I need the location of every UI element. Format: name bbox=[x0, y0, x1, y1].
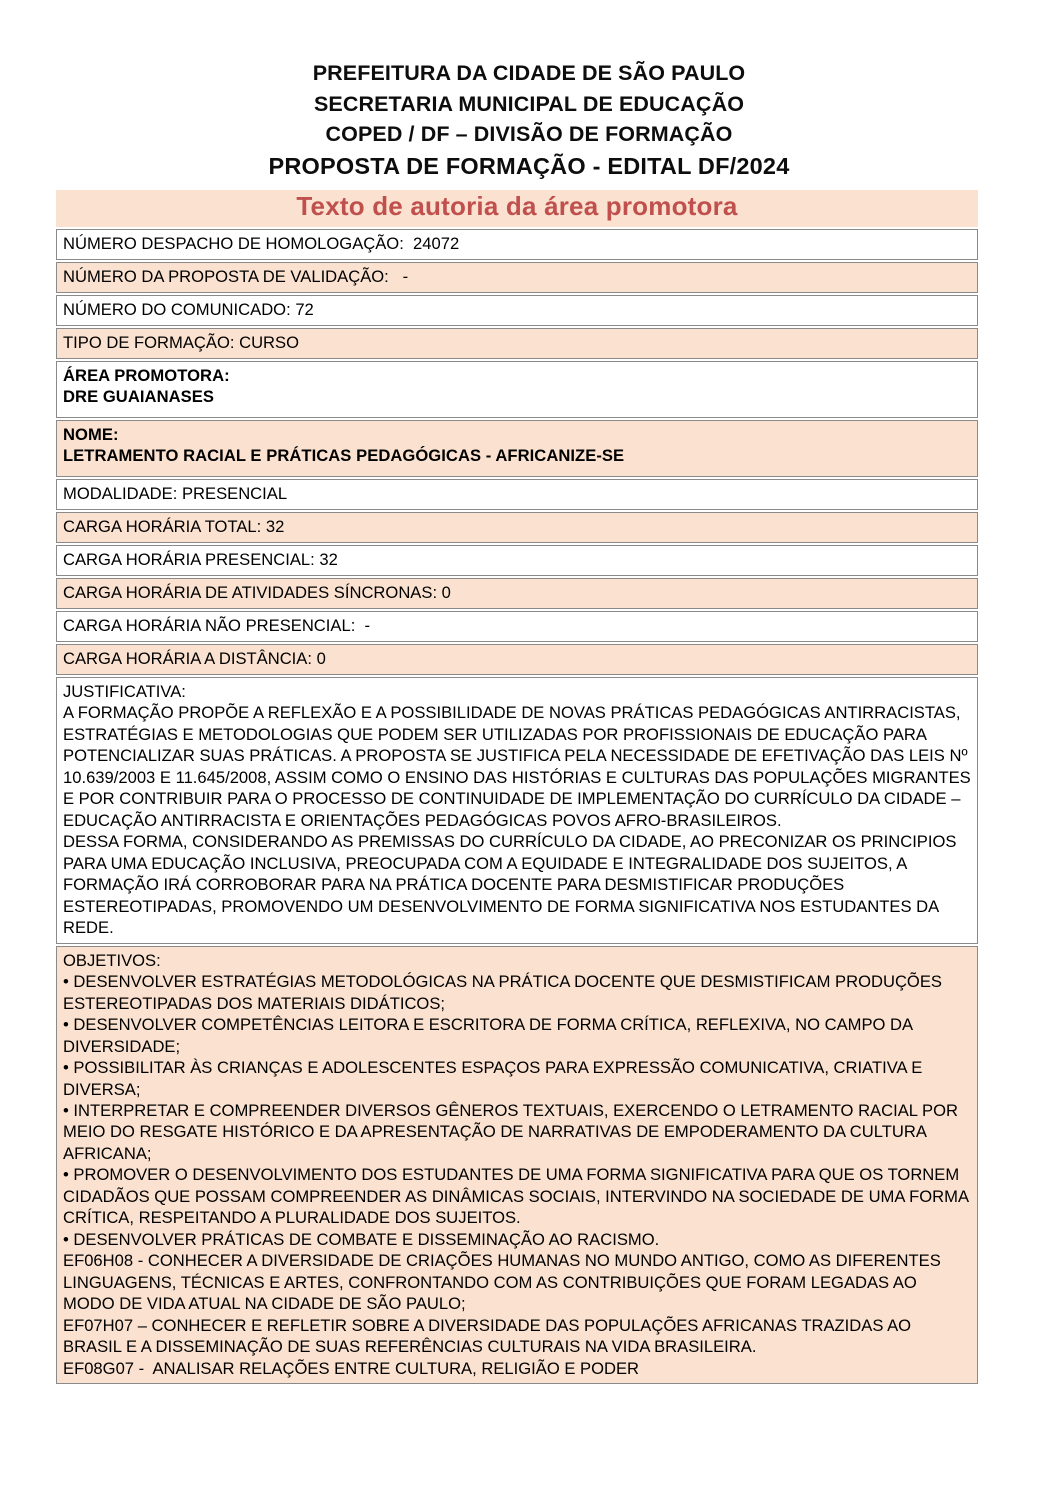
field-nome bbox=[56, 420, 978, 477]
table-row-area-promotora bbox=[56, 361, 978, 418]
objetivos-item-9: EF08G07 - ANALISAR RELAÇÕES ENTRE CULTURA, RELIGIÃO E PODER bbox=[63, 1358, 640, 1378]
objetivos-item-6: • DESENVOLVER PRÁTICAS DE COMBATE E DISSEMINAÇÃO AO RACISMO. bbox=[63, 1229, 660, 1249]
field-carga-distancia bbox=[56, 644, 978, 675]
header-line-prefeitura: PREFEITURA DA CIDADE DE SÃO PAULO bbox=[312, 61, 746, 85]
field-tipo-formacao bbox=[56, 328, 978, 359]
table-row-carga-distancia bbox=[56, 644, 978, 675]
banner-row bbox=[56, 190, 978, 227]
objetivos-label: OBJETIVOS: bbox=[63, 950, 161, 970]
field-numero-despacho bbox=[56, 229, 978, 260]
field-modalidade-text: MODALIDADE: PRESENCIAL bbox=[63, 483, 288, 503]
table-row-modalidade bbox=[56, 479, 978, 510]
objetivos-item-4: • INTERPRETAR E COMPREENDER DIVERSOS GÊNEROS TEXTUAIS, EXERCENDO O LETRAMENTO RACIAL POR MEIO DO RESGATE HISTÓRICO E DA APRESENTAÇÃO DE NARRATIVAS DE EMPODERAMENTO DA CULTURA AFRICANA; bbox=[63, 1101, 963, 1163]
field-carga-distancia-text: CARGA HORÁRIA A DISTÂNCIA: 0 bbox=[63, 648, 326, 668]
field-area-promotora-value: DRE GUAIANASES bbox=[63, 387, 214, 407]
objetivos-item-3: • POSSIBILITAR ÀS CRIANÇAS E ADOLESCENTES ESPAÇOS PARA EXPRESSÃO COMUNICATIVA, CRIATIVA E DIVERSA; bbox=[63, 1058, 927, 1099]
header-line-secretaria: SECRETARIA MUNICIPAL DE EDUCAÇÃO bbox=[313, 91, 745, 116]
field-carga-presencial bbox=[56, 545, 978, 576]
field-carga-nao-presencial-text: CARGA HORÁRIA NÃO PRESENCIAL: - bbox=[63, 615, 371, 635]
field-numero-despacho-text: NÚMERO DESPACHO DE HOMOLOGAÇÃO: 24072 bbox=[63, 233, 460, 253]
justificativa-label: JUSTIFICATIVA: bbox=[63, 681, 186, 701]
table-row-numero-comunicado bbox=[56, 295, 978, 326]
table-row-objetivos bbox=[56, 946, 978, 1385]
field-numero-comunicado-text: NÚMERO DO COMUNICADO: 72 bbox=[63, 299, 314, 319]
field-area-promotora bbox=[56, 361, 978, 418]
table-row-carga-sincronas bbox=[56, 578, 978, 609]
field-objetivos bbox=[56, 946, 978, 1385]
table-row-numero-proposta bbox=[56, 262, 978, 293]
document-header bbox=[0, 58, 1058, 183]
field-carga-presencial-text: CARGA HORÁRIA PRESENCIAL: 32 bbox=[63, 549, 338, 569]
field-nome-label: NOME: bbox=[63, 424, 119, 444]
header-line-coped: COPED / DF – DIVISÃO DE FORMAÇÃO bbox=[325, 122, 733, 147]
field-modalidade bbox=[56, 479, 978, 510]
objetivos-item-8: EF07H07 – CONHECER E REFLETIR SOBRE A DIVERSIDADE DAS POPULAÇÕES AFRICANAS TRAZIDAS AO BRASIL E A DISSEMINAÇÃO DE SUAS REFERÊNCIAS CULTURAIS NA VIDA BRASILEIRA. bbox=[63, 1315, 916, 1357]
field-carga-sincronas bbox=[56, 578, 978, 609]
field-nome-value: LETRAMENTO RACIAL E PRÁTICAS PEDAGÓGICAS - AFRICANIZE-SE bbox=[63, 446, 625, 466]
table-row-nome bbox=[56, 420, 978, 477]
banner-title: Texto de autoria da área promotora bbox=[296, 190, 738, 221]
field-carga-nao-presencial bbox=[56, 611, 978, 642]
proposta-form-table bbox=[56, 188, 978, 1386]
field-carga-total-text: CARGA HORÁRIA TOTAL: 32 bbox=[63, 516, 285, 536]
field-carga-total bbox=[56, 512, 978, 543]
table-row-carga-total bbox=[56, 512, 978, 543]
field-tipo-formacao-text: TIPO DE FORMAÇÃO: CURSO bbox=[63, 332, 300, 352]
table-row-tipo-formacao bbox=[56, 328, 978, 359]
justificativa-paragraph-1: A FORMAÇÃO PROPÕE A REFLEXÃO E A POSSIBILIDADE DE NOVAS PRÁTICAS PEDAGÓGICAS ANTIRRACISTAS, ESTRATÉGIAS E METODOLOGIAS QUE PODEM SER UTILIZADAS POR PROFISSIONAIS DE EDUCAÇÃO PARA POTENCIALIZAR SUAS PRÁTICAS. A PROPOSTA SE JUSTIFICA PELA NECESSIDADE DE EFETIVAÇÃO DAS LEIS Nº 10.639/2003 E 11.645/2008, ASSIM COMO O ENSINO DAS HISTÓRIAS E CULTURAS DAS POPULAÇÕES MIGRANTES E POR CONTRIBUIR PARA O PROCESSO DE CONTINUIDADE DE IMPLEMENTAÇÃO DO CURRÍCULO DA CIDADE – EDUCAÇÃO ANTIRRACISTA E ORIENTAÇÕES PEDAGÓGICAS POVOS AFRO-BRASILEIROS. bbox=[63, 703, 976, 830]
objetivos-item-1: • DESENVOLVER ESTRATÉGIAS METODOLÓGICAS NA PRÁTICA DOCENTE QUE DESMISTIFICAM PRODUÇÕES ESTEREOTIPADAS DOS MATERIAIS DIDÁTICOS; bbox=[63, 972, 947, 1013]
table-row-carga-nao-presencial bbox=[56, 611, 978, 642]
objetivos-item-5: • PROMOVER O DESENVOLVIMENTO DOS ESTUDANTES DE UMA FORMA SIGNIFICATIVA PARA QUE OS TORNEM CIDADÃOS QUE POSSAM COMPREENDER AS DINÂMICAS SOCIAIS, INTERVINDO NA SOCIEDADE DE UMA FORMA CRÍTICA, RESPEITANDO A PLURALIDADE DOS SUJEITOS. bbox=[63, 1165, 973, 1228]
objetivos-item-2: • DESENVOLVER COMPETÊNCIAS LEITORA E ESCRITORA DE FORMA CRÍTICA, REFLEXIVA, NO CAMPO DA DIVERSIDADE; bbox=[63, 1015, 917, 1056]
field-area-promotora-label: ÁREA PROMOTORA: bbox=[63, 365, 230, 385]
justificativa-paragraph-2: DESSA FORMA, CONSIDERANDO AS PREMISSAS DO CURRÍCULO DA CIDADE, AO PRECONIZAR OS PRINCIPIOS PARA UMA EDUCAÇÃO INCLUSIVA, PREOCUPADA COM A EQUIDADE E INTEGRALIDADE DOS SUJEITOS, A FORMAÇÃO IRÁ CORROBORAR PARA NA PRÁTICA DOCENTE PARA DESMISTIFICAR PRODUÇÕES ESTEREOTIPADAS, PROMOVENDO UM DESENVOLVIMENTO DE FORMA SIGNIFICATIVA NOS ESTUDANTES DA REDE. bbox=[63, 832, 962, 938]
table-row-justificativa bbox=[56, 677, 978, 944]
table-row-numero-despacho bbox=[56, 229, 978, 260]
field-numero-comunicado bbox=[56, 295, 978, 326]
banner-cell bbox=[56, 190, 978, 227]
field-numero-proposta bbox=[56, 262, 978, 293]
field-carga-sincronas-text: CARGA HORÁRIA DE ATIVIDADES SÍNCRONAS: 0 bbox=[63, 582, 451, 602]
field-numero-proposta-text: NÚMERO DA PROPOSTA DE VALIDAÇÃO: - bbox=[63, 266, 409, 286]
table-row-carga-presencial bbox=[56, 545, 978, 576]
header-line-proposta: PROPOSTA DE FORMAÇÃO - EDITAL DF/2024 bbox=[268, 152, 790, 179]
objetivos-item-7: EF06H08 - CONHECER A DIVERSIDADE DE CRIAÇÕES HUMANAS NO MUNDO ANTIGO, COMO AS DIFERENTES LINGUAGENS, TÉCNICAS E ARTES, CONFRONTANDO COM AS CONTRIBUIÇÕES QUE FORAM LEGADAS AO MODO DE VIDA ATUAL NA CIDADE DE SÃO PAULO; bbox=[63, 1251, 946, 1314]
field-justificativa bbox=[56, 677, 978, 944]
